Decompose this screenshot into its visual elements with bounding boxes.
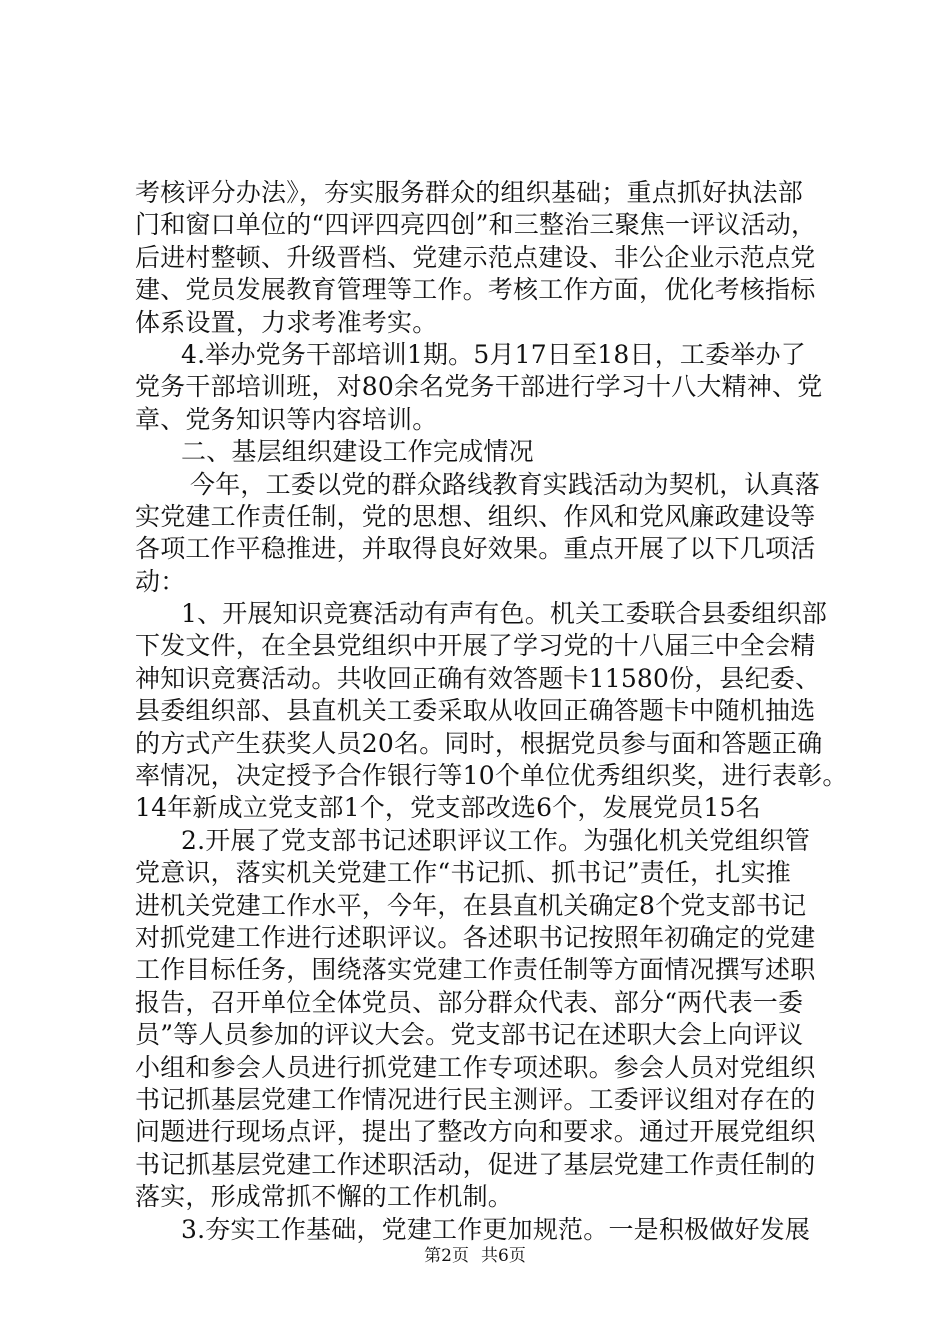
- text-line: 章、党务知识等内容培训。: [135, 404, 438, 434]
- text-line: 问题进行现场点评，提出了整改方向和要求。通过开展党组织: [135, 1117, 816, 1147]
- text-line: 进机关党建工作水平，今年，在县直机关确定8个党支部书记: [135, 890, 807, 920]
- paragraph-start-line: 今年，工委以党的群众路线教育实践活动为契机，认真落: [190, 469, 821, 499]
- paragraph-start-line: 1、开展知识竞赛活动有声有色。机关工委联合县委组织部: [181, 599, 828, 629]
- text-line: 员”等人员参加的评议大会。党支部书记在述职大会上向评议: [135, 1020, 804, 1050]
- text-line: 神知识竞赛活动。共收回正确有效答题卡11580份，县纪委、: [135, 663, 821, 693]
- page-number: 第2页: [424, 1246, 469, 1266]
- text-line: 动：: [135, 566, 186, 596]
- page-total: 共6页: [481, 1246, 526, 1266]
- paragraph-start-line: 4.举办党务干部培训1期。5月17日至18日，工委举办了: [181, 339, 806, 369]
- text-line: 书记抓基层党建工作情况进行民主测评。工委评议组对存在的: [135, 1084, 816, 1114]
- page-footer: [0, 1245, 950, 1267]
- section-heading: 二、基层组织建设工作完成情况: [181, 437, 534, 467]
- text-line: 下发文件，在全县党组织中开展了学习党的十八届三中全会精: [135, 631, 816, 661]
- text-line: 小组和参会人员进行抓党建工作专项述职。参会人员对党组织: [135, 1052, 816, 1082]
- text-line: 实党建工作责任制，党的思想、组织、作风和党风廉政建设等: [135, 501, 816, 531]
- text-line: 后进村整顿、升级晋档、党建示范点建设、非公企业示范点党: [135, 242, 816, 272]
- text-line: 党意识，落实机关党建工作“书记抓、抓书记”责任，扎实推: [135, 858, 791, 888]
- document-body: [135, 177, 848, 1246]
- text-line: 报告，召开单位全体党员、部分群众代表、部分“两代表一委: [135, 987, 804, 1017]
- text-line: 县委组织部、县直机关工委采取从收回正确答题卡中随机抽选: [135, 696, 816, 726]
- text-line: 落实，形成常抓不懈的工作机制。: [135, 1182, 514, 1212]
- text-line: 建、党员发展教育管理等工作。考核工作方面，优化考核指标: [135, 275, 816, 305]
- text-line: 对抓党建工作进行述职评议。各述职书记按照年初确定的党建: [135, 922, 816, 952]
- text-line: 考核评分办法》，夯实服务群众的组织基础；重点抓好执法部: [135, 178, 803, 207]
- paragraph-start-line: 2.开展了党支部书记述职评议工作。为强化机关党组织管: [181, 825, 811, 855]
- text-line: 各项工作平稳推进，并取得良好效果。重点开展了以下几项活: [135, 534, 816, 564]
- text-line: 的方式产生获奖人员20名。同时，根据党员参与面和答题正确: [135, 728, 823, 758]
- text-line: 书记抓基层党建工作述职活动，促进了基层党建工作责任制的: [135, 1149, 816, 1179]
- text-line: 工作目标任务，围绕落实党建工作责任制等方面情况撰写述职: [135, 955, 816, 985]
- text-line: 率情况，决定授予合作银行等10个单位优秀组织奖，进行表彰。: [135, 761, 848, 791]
- text-line: 门和窗口单位的“四评四亮四创”和三整治三聚焦一评议活动，: [135, 210, 817, 240]
- text-line: 党务干部培训班，对80余名党务干部进行学习十八大精神、党: [135, 372, 823, 402]
- text-line: 14年新成立党支部1个，党支部改选6个，发展党员15名: [135, 793, 761, 823]
- paragraph-start-line: 3.夯实工作基础，党建工作更加规范。一是积极做好发展: [181, 1214, 811, 1244]
- text-line: 体系设置，力求考准考实。: [135, 307, 438, 337]
